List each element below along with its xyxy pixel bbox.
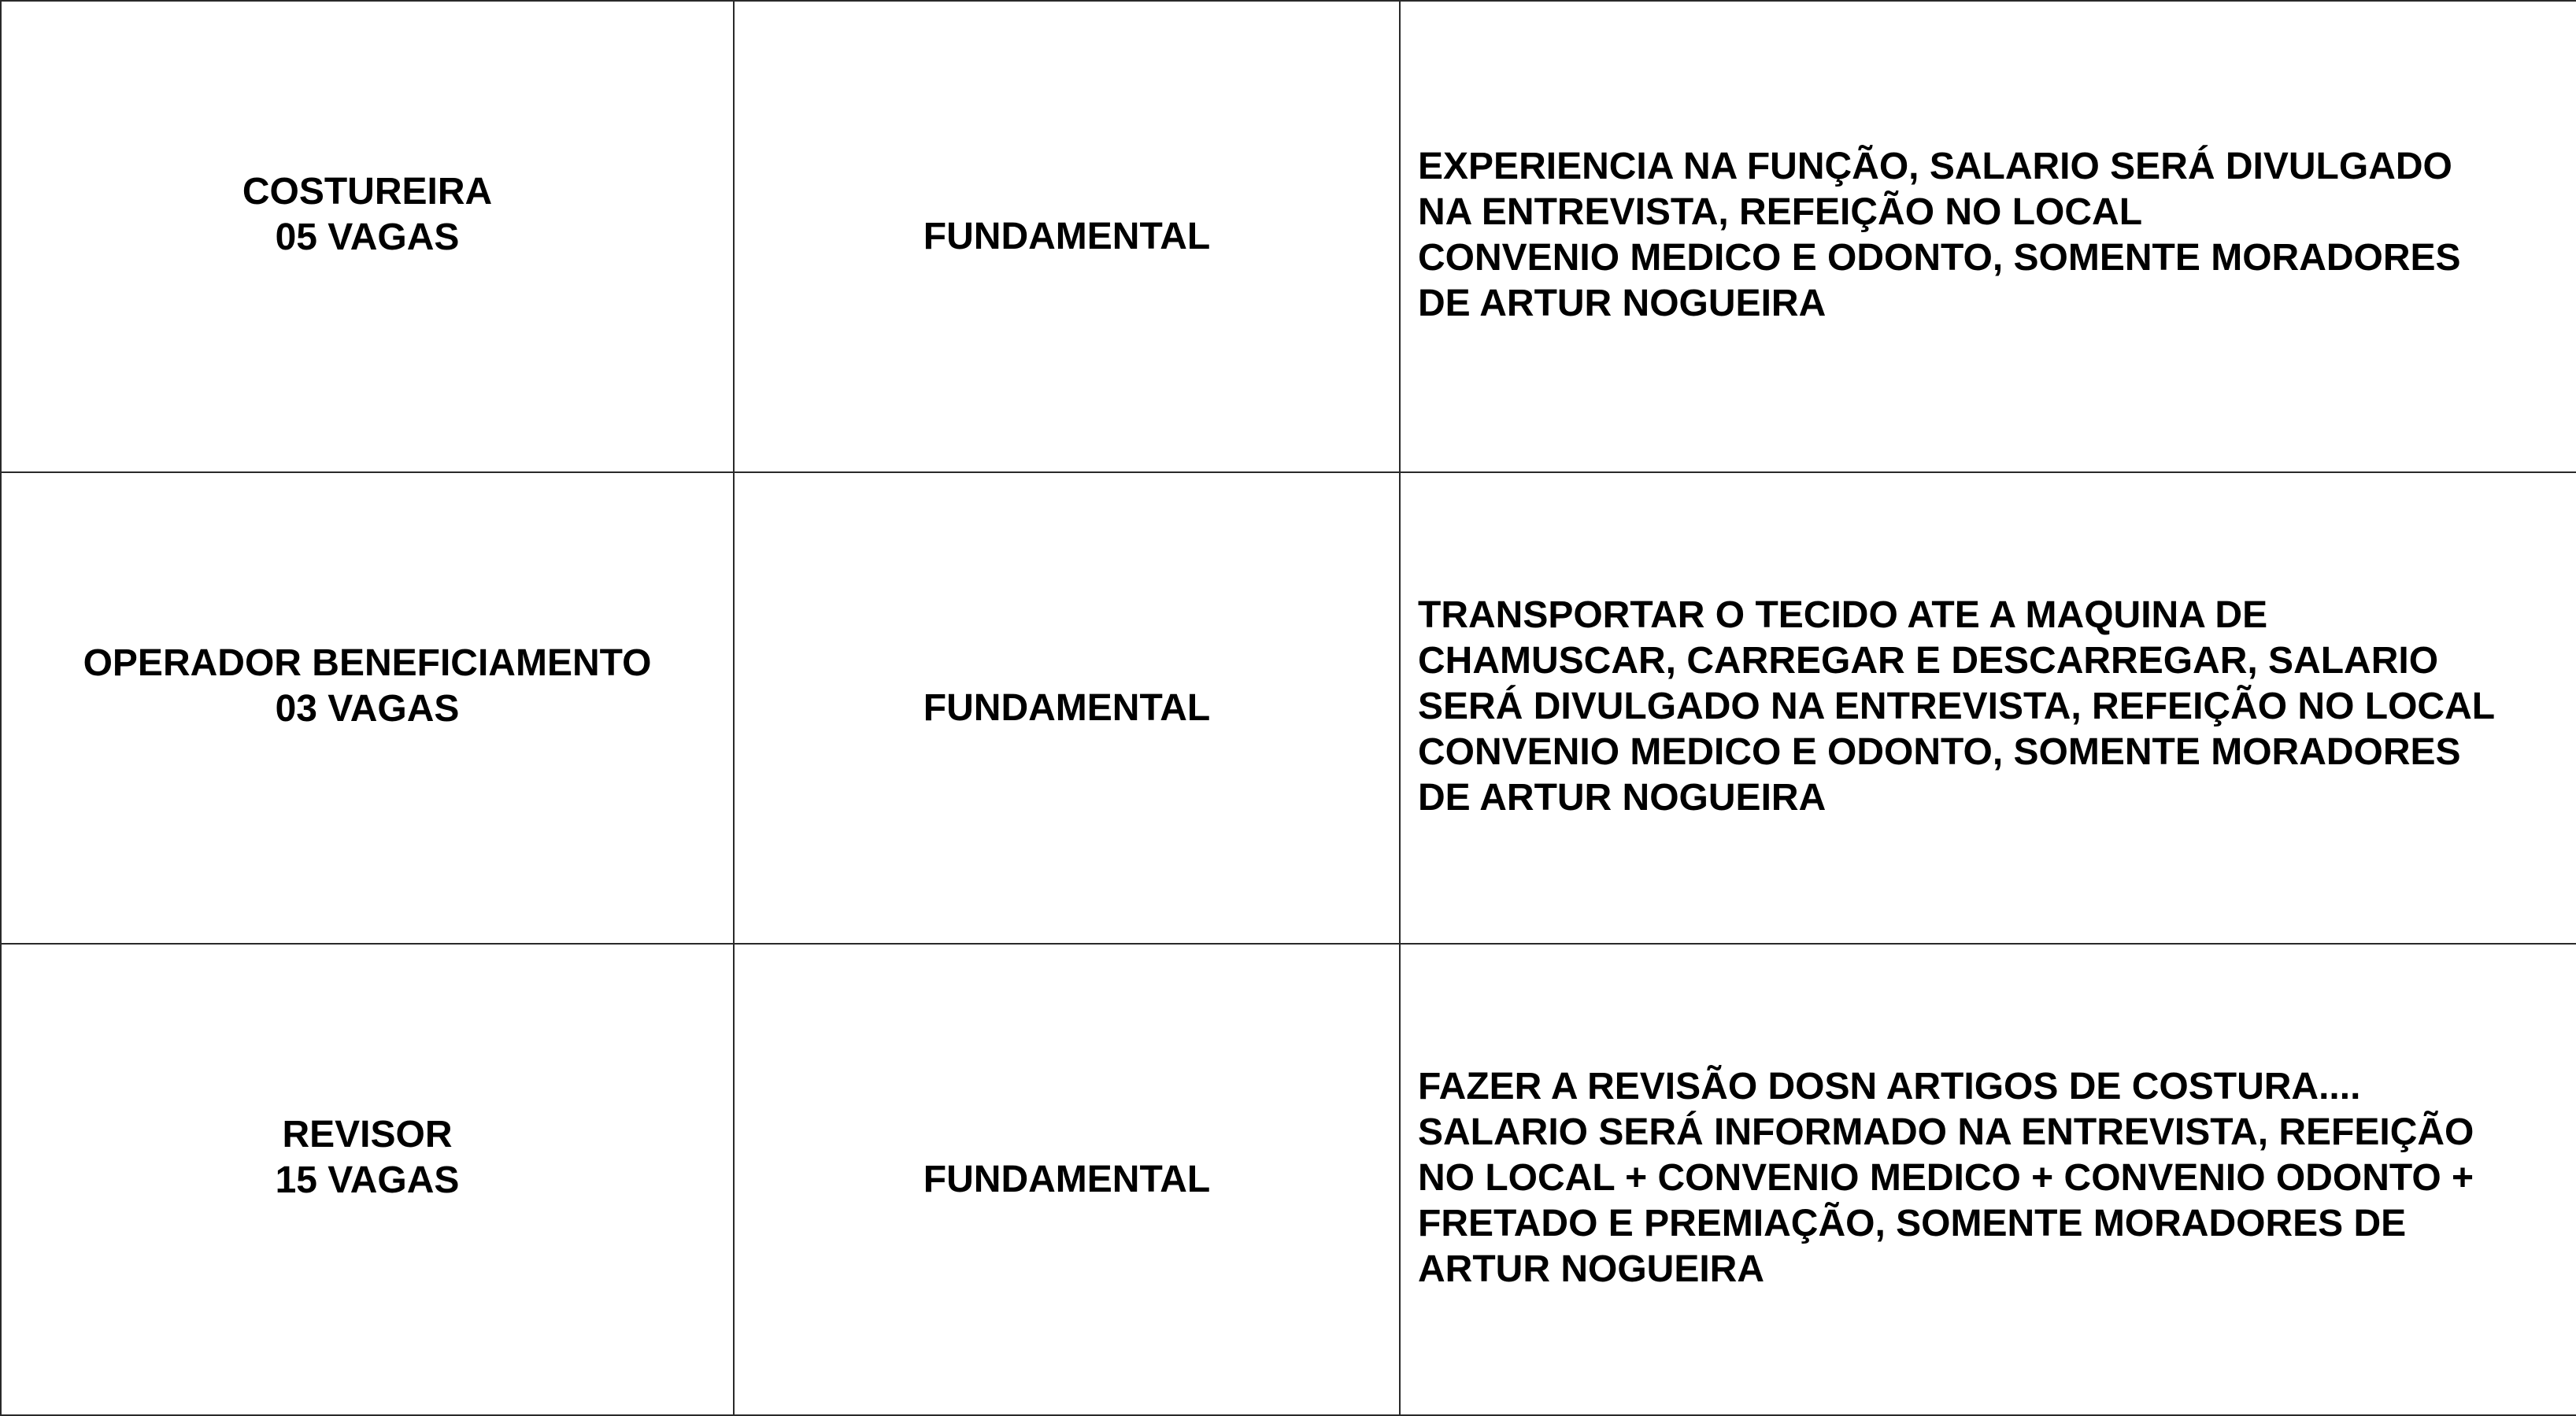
education-cell xyxy=(734,472,1400,944)
role-title: REVISOR xyxy=(282,1113,453,1155)
description-line: TRANSPORTAR O TECIDO ATE A MAQUINA DE xyxy=(1418,593,2268,636)
education-cell xyxy=(734,944,1400,1415)
role-title: OPERADOR BENEFICIAMENTO xyxy=(83,641,652,684)
description-line: DE ARTUR NOGUEIRA xyxy=(1418,776,1827,819)
description-line: CONVENIO MEDICO E ODONTO, SOMENTE MORADORES xyxy=(1418,730,2461,773)
table-row xyxy=(1,1,2576,472)
description-line: EXPERIENCIA NA FUNÇÃO, SALARIO SERÁ DIVULGADO xyxy=(1418,145,2452,187)
description-line: CHAMUSCAR, CARREGAR E DESCARREGAR, SALARIO xyxy=(1418,639,2439,682)
education-cell xyxy=(734,1,1400,472)
role-cell xyxy=(1,472,734,944)
vacancy-count: 15 VAGAS xyxy=(275,1159,460,1201)
role-cell xyxy=(1,944,734,1415)
description-line: SERÁ DIVULGADO NA ENTREVISTA, REFEIÇÃO NO LOCAL xyxy=(1418,685,2496,727)
description-line: NA ENTREVISTA, REFEIÇÃO NO LOCAL xyxy=(1418,190,2143,233)
table-row xyxy=(1,472,2576,944)
description-line: ARTUR NOGUEIRA xyxy=(1418,1248,1764,1290)
description-line: FRETADO E PREMIAÇÃO, SOMENTE MORADORES DE xyxy=(1418,1202,2407,1244)
vacancy-count: 03 VAGAS xyxy=(275,687,460,730)
description-line: DE ARTUR NOGUEIRA xyxy=(1418,282,1827,324)
education-level: FUNDAMENTAL xyxy=(923,1158,1211,1200)
description-line: NO LOCAL + CONVENIO MEDICO + CONVENIO ODONTO + xyxy=(1418,1156,2474,1199)
role-title: COSTUREIRA xyxy=(242,170,493,213)
education-level: FUNDAMENTAL xyxy=(923,686,1211,729)
education-level: FUNDAMENTAL xyxy=(923,215,1211,257)
description-line: FAZER A REVISÃO DOSN ARTIGOS DE COSTURA.... xyxy=(1418,1065,2361,1107)
vacancy-count: 05 VAGAS xyxy=(275,216,460,258)
description-cell xyxy=(1400,944,2576,1415)
table-row xyxy=(1,944,2576,1415)
role-cell xyxy=(1,1,734,472)
description-line: CONVENIO MEDICO E ODONTO, SOMENTE MORADORES xyxy=(1418,236,2461,279)
description-cell xyxy=(1400,1,2576,472)
description-line: SALARIO SERÁ INFORMADO NA ENTREVISTA, REFEIÇÃO xyxy=(1418,1111,2474,1153)
description-cell xyxy=(1400,472,2576,944)
